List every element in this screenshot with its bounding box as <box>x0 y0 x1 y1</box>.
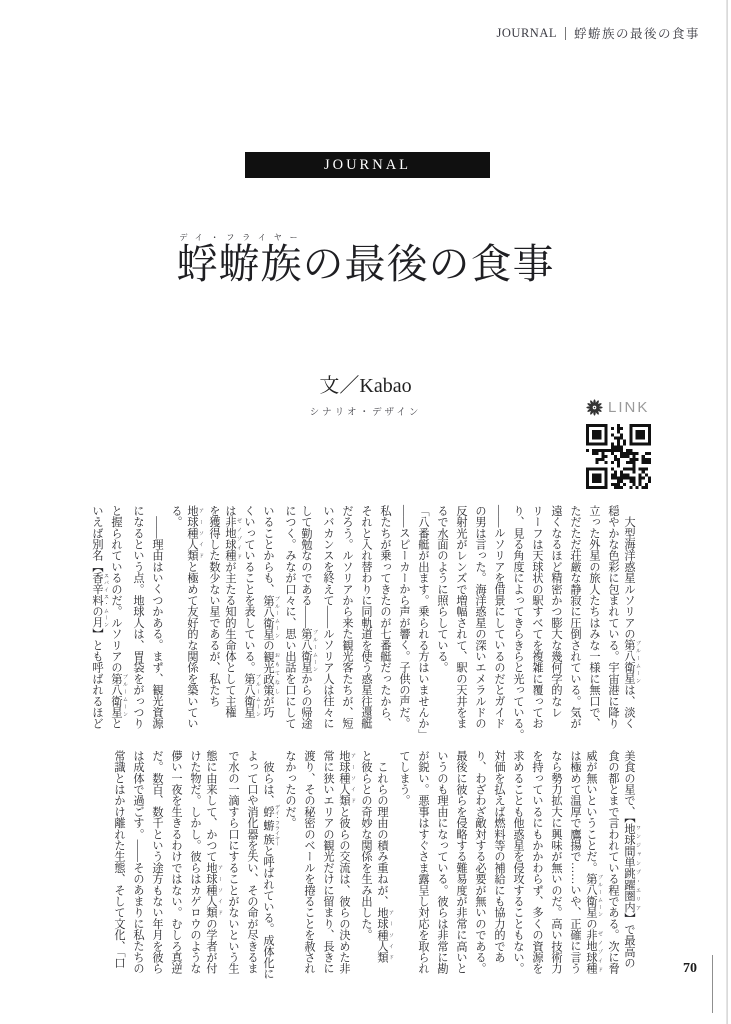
text-column: ——理由はいくつかある。まず、観光資源 <box>151 505 163 729</box>
text-column: だろう。ルソリアから来た観光客たちが、短 <box>341 505 353 729</box>
body-text-band-top <box>90 505 641 747</box>
title-block <box>0 233 731 293</box>
text-column: 求めることも他惑星を侵攻することもない。 <box>512 750 524 974</box>
text-column: して勤勉なのである——第八衛星 ブルームーンからの帰途 <box>300 505 318 729</box>
text-column: るで水面のように照らしている。 <box>436 505 448 673</box>
text-column: リーフは天球状の駅すべてを複雑に覆ってお <box>531 505 543 729</box>
text-column: の男は言った。海洋惑星の深いエメラルドの <box>474 505 486 729</box>
journal-banner-label: JOURNAL <box>323 156 412 173</box>
text-column: これらの理由の積み重ねが、地球種人類 アーソイド <box>376 750 394 963</box>
link-block <box>586 398 649 416</box>
text-column: ——スピーカーから声が響く。子供の声だ。 <box>398 505 410 729</box>
text-column: につく。みなが口々に、思い出話を口にして <box>284 505 296 729</box>
text-column: 反射光がレンズで増幅されて、駅の天井をま <box>455 505 467 729</box>
text-column: 食の都とまで言われている程である。次に脅 <box>607 750 619 974</box>
text-column: は成体で過ごす。——そのあまりに私たちの <box>132 750 144 974</box>
page-title-text: 蜉蝣族デイ・フライヤーの最後の食事 <box>176 233 555 287</box>
text-column: る。 <box>170 505 182 528</box>
text-column: で水の一滴すら口にすることがないという生 <box>227 750 239 974</box>
text-column: それと入れ替わりに同軌道を使う惑星往還艇 <box>360 505 372 729</box>
text-column: なかったのだ。 <box>284 750 296 829</box>
text-column: と握られているのだ。ルソリアの第八衛星 ブルームーンと <box>110 505 128 730</box>
text-column: 遠くなるほど精密かつ膨大な幾何学的なレ <box>550 505 562 718</box>
qr-code <box>586 424 651 489</box>
text-column: てしまう。 <box>398 750 410 806</box>
body-text-band-bottom <box>109 750 641 992</box>
text-column: けた物だ。しかし。彼らはカゲロウのような <box>189 750 201 974</box>
text-column: 儚い一夜を生きるわけではない。むしろ真逆 <box>170 750 182 974</box>
text-column: 常に狭いエリアの観光だけに留まり、長きに <box>322 750 334 974</box>
text-column: 最後に彼らを侵略する難易度が非常に高いと <box>455 750 467 974</box>
text-column: いえば別名【香辛料の月 スパイス・ムーン】とも呼ばれるほど <box>91 505 109 730</box>
text-column: 地球種人類 アーソイドと極めて友好的な関係を築いてい <box>186 505 204 729</box>
link-label: LINK <box>608 398 650 416</box>
text-column: いバカンスを終えて——ルソリア人は往々に <box>322 505 334 729</box>
text-column: 穏やかな色彩に包まれている。宇宙港に降り <box>607 505 619 729</box>
journal-banner <box>245 152 490 178</box>
text-column: 常識とはかけ離れた生態、そして文化、「口 <box>113 750 125 969</box>
text-column: いうのも理由になっている。彼らは非常に勘 <box>436 750 448 974</box>
running-head-journal: JOURNAL <box>496 25 557 40</box>
text-column: 彼らは、蜉蝣族 デイ・フライヤーと呼ばれている。成体化に <box>262 750 280 980</box>
text-column: 対価を払えば燃料等の補給にも協力的であ <box>493 750 505 963</box>
text-column: 私たちが乗ってきたのが七番艇だったから、 <box>379 505 391 729</box>
text-column: り、見る角度によってきらきらと光っている。 <box>512 505 524 741</box>
byline-role: シナリオ・デザイン <box>309 408 422 418</box>
page-edge-shadow <box>726 0 728 1024</box>
flower-icon <box>586 399 603 416</box>
byline: 文／Kabao <box>319 375 412 397</box>
text-column: ——ルソリアを借景にしているのだとガイド <box>493 505 505 729</box>
text-column: は極めて温厚で鷹揚で……いや、正確に言う <box>569 750 581 974</box>
text-column: 「八番艇が出ます。乗られる方はいませんか」 <box>417 505 429 741</box>
text-column: ただただ荘厳な静寂に圧倒されている。気が <box>569 505 581 729</box>
text-column: 渡り、その秘密のベールを捲ることを赦され <box>303 750 315 974</box>
text-column: 地球種人類 アーソイドと彼らの交流は、彼らの決めた非 <box>338 750 356 974</box>
text-column: よって口や消化器を失い、その命が尽きるま <box>246 750 258 974</box>
text-column: り、わざわざ敵対する必要が無いのである。 <box>474 750 486 974</box>
text-column: になるという点。地球人は、胃袋をがっつり <box>132 505 144 729</box>
text-column: 態に由来して、かつて地球種人類 アーソイドの学者が付 <box>205 750 223 974</box>
text-column: なら勢力拡大に興味が無いのだ。高い技術力 <box>550 750 562 974</box>
text-column: いることからも、第八衛星 ブルームーンの観光政策 おもてなしが巧 <box>262 505 280 718</box>
text-column: を獲得した数少ない星であるが、私たち <box>208 505 220 707</box>
text-column: は非地球種 ゼノゾイドが主たる知的生命体として主権 <box>224 505 242 718</box>
text-column: 大型海洋惑星ルソリアの第八衛星 ブルームーンは、淡く <box>623 505 641 730</box>
running-head <box>497 24 700 42</box>
text-column: 立った外星の旅人たちはみな一様に無口で、 <box>588 505 600 729</box>
text-column: だ。数百、数千という途方もない年月を彼ら <box>151 750 163 974</box>
page-title <box>0 233 731 293</box>
page-number-rule <box>712 955 713 1013</box>
text-column: を持っているにもかかわらず、多くの資源を <box>531 750 543 974</box>
text-column: くいっていることを表している。第八衛星 ブルームーン <box>243 505 261 718</box>
page-number: 70 <box>683 961 697 976</box>
running-head-divider <box>565 27 566 40</box>
running-head-article: 蜉蝣族の最後の食事 <box>573 27 700 41</box>
text-column: 美食の星で、【地球間単跳躍圏内 ワンジャンプ・エリア】で最高の <box>623 750 641 969</box>
text-column: 威が無いということだ。第八衛星 ブルームーンの非地球種 ゼノゾイド <box>585 750 603 975</box>
text-column: が鋭い。悪事はすぐさま露呈し対応を取られ <box>417 750 429 974</box>
text-column: と彼らとの奇妙な関係を生み出した。 <box>360 750 372 941</box>
